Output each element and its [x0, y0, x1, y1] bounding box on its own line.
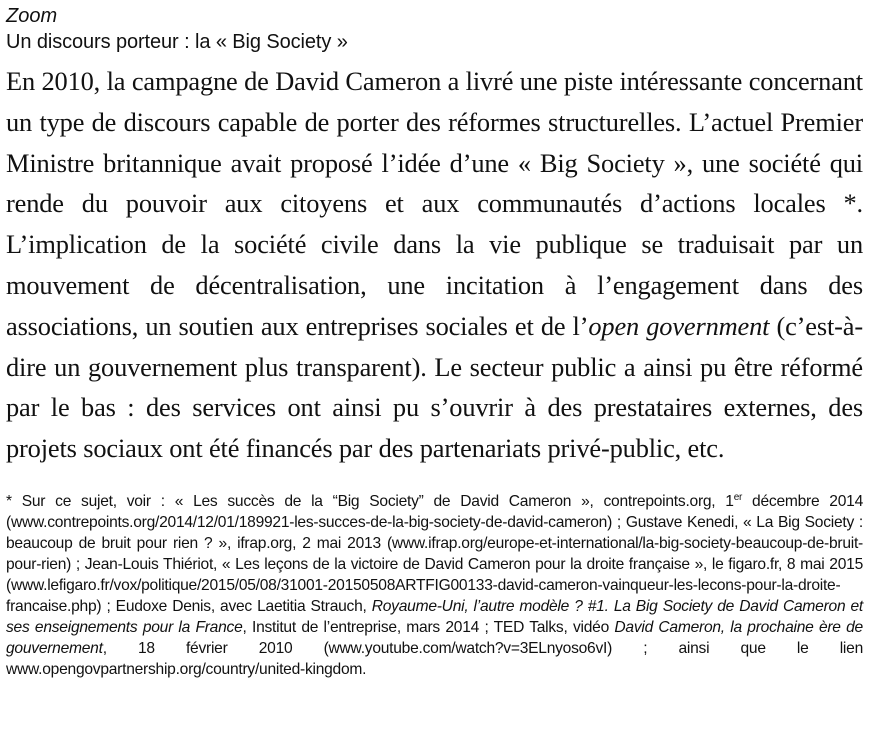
footnote-seg-1: * Sur ce sujet, voir : « Les succès de la “Big Society” de David Cameron », contrepoints.org, 1: [6, 492, 734, 510]
footnote-italic-2: David Cameron, la prochaine ère de gouvernement: [6, 618, 863, 657]
footnote: [6, 491, 863, 680]
zoom-box: [6, 4, 863, 680]
footnote-seg-4: , 18 février 2010 (www.youtube.com/watch?v=3ELnyoso6vI) ; ainsi que le lien www.opengovpartnership.org/country/united-kingdom.: [6, 639, 863, 678]
footnote-seg-3: , Institut de l’entreprise, mars 2014 ; TED Talks, vidéo: [242, 618, 615, 636]
main-paragraph: [6, 61, 863, 469]
box-title: Un discours porteur : la « Big Society »: [6, 31, 348, 53]
paragraph-italic: open government: [588, 310, 770, 341]
footnote-seg-2: décembre 2014 (www.contrepoints.org/2014/12/01/189921-les-succes-de-la-big-society-de-david-cameron) ; Gustave Kenedi, « La Big Society : beaucoup de bruit pour rien ? », ifrap.org, 2 mai 2013 (www.ifrap.org/europe-et-international/la-big-society-beaucoup-de-bruit-pour-rien) ; Jean-Louis Thiériot, « Les leçons de la victoire de David Cameron pour la droite française », le figaro.fr, 8 mai 2015 (www.lefigaro.fr/vox/politique/2015/05/08/31001-20150508ARTFIG00133-david-cameron-vainqueur-les-lecons-pour-la-droite-francaise.php) ; Eudoxe Denis, avec Laetitia Strauch,: [6, 492, 863, 615]
footnote-superscript: er: [733, 491, 743, 503]
paragraph-text-1: En 2010, la campagne de David Cameron a livré une piste intéressante concernant un type de discours capable de porter des réformes structurelles. L’actuel Premier Ministre britannique avait proposé l’idée d’une « Big Society », une société qui rende du pouvoir aux citoyens et aux communautés d’actions locales *. L’implication de la société civile dans la vie publique se traduisait par un mouvement de décentralisation, une incitation à l’engagement dans des associations, un soutien aux entreprises sociales et de l’: [6, 66, 863, 341]
footnote-italic-1: Royaume-Uni, l’autre modèle ? #1. La Big Society de David Cameron et ses enseignements pour la France: [6, 597, 864, 636]
box-label: Zoom: [6, 5, 58, 27]
paragraph-text-2: (c’est-à-dire un gouvernement plus transparent). Le secteur public a ainsi pu être réformé par le bas : des services ont ainsi pu s’ouvrir à des prestataires externes, des projets sociaux ont été financés par des partenariats privé-public, etc.: [6, 310, 863, 464]
